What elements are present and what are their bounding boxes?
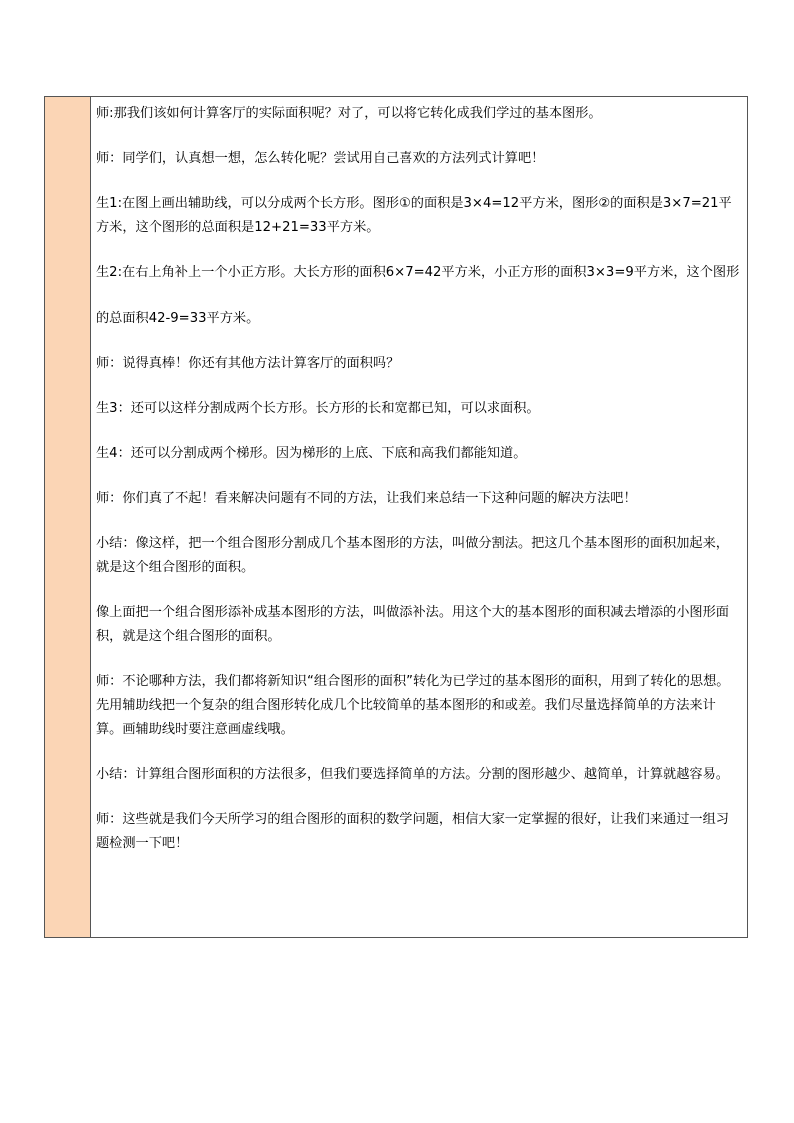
content-cell	[91, 97, 747, 937]
paragraph-teacher-question: 师:那我们该如何计算客厅的实际面积呢？对了，可以将它转化成我们学过的基本图形。	[96, 106, 602, 121]
paragraph-teacher-closing: 师：这些就是我们今天所学习的组合图形的面积的数学问题，相信大家一定掌握的很好，让我们来通过一组习题检测一下吧！	[96, 812, 729, 851]
lesson-table	[44, 96, 748, 938]
paragraph-teacher-prompt: 师：同学们，认真想一想，怎么转化呢？尝试用自己喜欢的方法列式计算吧！	[96, 151, 545, 166]
paragraph-student-4: 生4：还可以分割成两个梯形。因为梯形的上底、下底和高我们都能知道。	[96, 446, 527, 461]
paragraph-student-1: 生1:在图上画出辅助线，可以分成两个长方形。图形①的面积是3×4=12平方米，图形②的面积是3×7=21平方米，这个图形的总面积是12+21=33平方米。	[96, 196, 732, 235]
paragraph-teacher-praise: 师：说得真棒！你还有其他方法计算客厅的面积吗？	[96, 356, 400, 371]
paragraph-teacher-summary-intro: 师：你们真了不起！看来解决问题有不同的方法，让我们来总结一下这种问题的解决方法吧！	[96, 491, 637, 506]
paragraph-student-3: 生3：还可以这样分割成两个长方形。长方形的长和宽都已知，可以求面积。	[96, 401, 540, 416]
paragraph-summary-fill: 像上面把一个组合图形添补成基本图形的方法，叫做添补法。用这个大的基本图形的面积减去增添的小图形面积，就是这个组合图形的面积。	[96, 605, 729, 644]
paragraph-summary-simple: 小结：计算组合图形面积的方法很多，但我们要选择简单的方法。分割的图形越少、越简单，计算就越容易。	[96, 767, 729, 782]
side-column-cell	[45, 97, 91, 937]
paragraph-summary-split: 小结：像这样，把一个组合图形分割成几个基本图形的方法，叫做分割法。把这几个基本图形的面积加起来，就是这个组合图形的面积。	[96, 536, 729, 575]
paragraph-teacher-transform: 师：不论哪种方法，我们都将新知识“组合图形的面积”转化为已学过的基本图形的面积，用到了转化的思想。先用辅助线把一个复杂的组合图形转化成几个比较简单的基本图形的和或差。我们尽量选择简单的方法来计算。画辅助线时要注意画虚线哦。	[96, 674, 730, 737]
paragraph-student-2: 生2:在右上角补上一个小正方形。大长方形的面积6×7=42平方米，小正方形的面积3×3=9平方米，这个图形的总面积42-9=33平方米。	[96, 265, 740, 326]
